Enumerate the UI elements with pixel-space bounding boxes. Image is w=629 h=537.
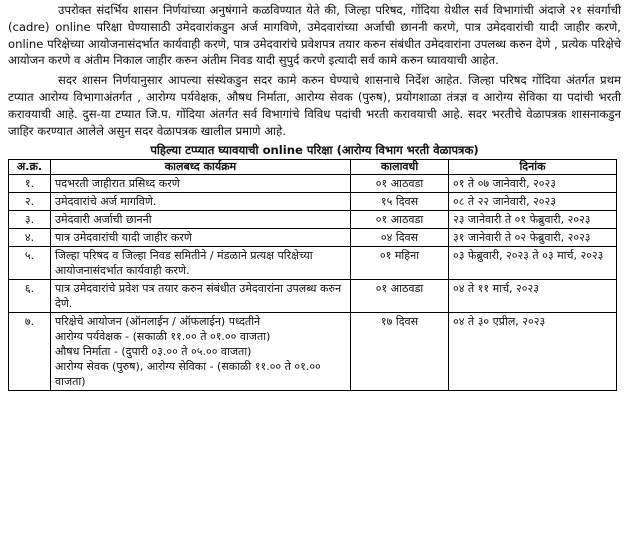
table-row	[9, 247, 617, 280]
row-duration: ०१ आठवडा	[351, 211, 449, 229]
row-date: ३१ जानेवारी ते ०२ फेब्रुवारी, २०२३	[449, 229, 617, 247]
row-duration: १७ दिवस	[351, 313, 449, 391]
row-date: ०३ फेब्रुवारी, २०२३ ते ०३ मार्च, २०२३	[449, 247, 617, 280]
row-sr: १.	[9, 175, 51, 193]
row-date: ०४ ते ३० एप्रील, २०२३	[449, 313, 617, 391]
row-duration: ०१ आठवडा	[351, 280, 449, 313]
row-program: पदभरती जाहीरात प्रसिध्द करणे	[51, 175, 351, 193]
schedule-table	[8, 159, 617, 391]
row-sr: ६.	[9, 280, 51, 313]
table-header-row	[9, 160, 617, 175]
table-row	[9, 193, 617, 211]
row-program: उमेदवारांचे अर्ज मागविणे.	[51, 193, 351, 211]
row-program: पात्र उमेदवारांचे प्रवेश पत्र तयार करुन संबंधीत उमेदवारांना उपलब्ध करुन देणे.	[51, 280, 351, 313]
paragraph-1: उपरोक्त संदर्भिय शासन निर्णयांच्या अनुषंगाने कळविण्यात येते की, जिल्हा परिषद, गोंदिया येथील सर्व विभागांची अंदाजे २१ संवर्गाची (cadre) online परिक्षा घेण्यासाठी उमेदवारांकडुन अर्ज मागविणे, उमेदवारांच्या अर्जाची छाननी करणे, पात्र उमेदवारांची यादी जाहीर करणे, online परिक्षेच्या आयोजनासंदर्भात कार्यवाही करणे, पात्र उमेदवारांचे प्रवेशपत्र तयार करुन संबंधीत उमेदवारांना उपलब्ध करुन देणे , प्रत्येक परिक्षेचे आयोजन करणे व अंतीम निकाल जाहीर करुन अंतीम निवड यादी सुपुर्द करणे इत्यादी सर्व कामे करुन घ्यावयाची आहेत.	[8, 3, 621, 68]
header-program: कालबध्द कार्यक्रम	[51, 160, 351, 175]
row-duration: ०१ महिना	[351, 247, 449, 280]
row-sr: ४.	[9, 229, 51, 247]
schedule-table-title: पहिल्या टप्प्यात घ्यावयाची online परिक्षा (आरोग्य विभाग भरती वेळापत्रक)	[150, 143, 479, 158]
row-sr: ५.	[9, 247, 51, 280]
row-program: जिल्हा परिषद व जिल्हा निवड समितीने / मंडळाने प्रत्यक्ष परिक्षेच्या आयोजनासंदर्भात कार्यवाही करणे.	[51, 247, 351, 280]
header-duration: कालावधी	[351, 160, 449, 175]
row-sr: ७.	[9, 313, 51, 391]
row-duration: ०१ आठवडा	[351, 175, 449, 193]
row-sr: ३.	[9, 211, 51, 229]
row-duration: १५ दिवस	[351, 193, 449, 211]
header-sr: अ.क्र.	[9, 160, 51, 175]
table-row	[9, 229, 617, 247]
row-sr: २.	[9, 193, 51, 211]
table-row	[9, 211, 617, 229]
row-date: ०८ ते २२ जानेवारी, २०२३	[449, 193, 617, 211]
row-date: ०४ ते ११ मार्च, २०२३	[449, 280, 617, 313]
row-program: उमेदवारी अर्जाची छाननी	[51, 211, 351, 229]
header-date: दिनांक	[449, 160, 617, 175]
row-program: परिक्षेचे आयोजन (ऑनलाईन / ऑफलाईन) पध्दतीने आरोग्य पर्यवेक्षक - (सकाळी ११.०० ते ०१.०० वाजता) औषध निर्माता - (दुपारी ०३.०० ते ०५.०० वाजता) आरोग्य सेवक (पुरुष), आरोग्य सेविका - (सकाळी ११.०० ते ०१.०० वाजता)	[51, 313, 351, 391]
row-duration: ०४ दिवस	[351, 229, 449, 247]
row-program: पात्र उमेदवारांची यादी जाहीर करणे	[51, 229, 351, 247]
table-row	[9, 175, 617, 193]
table-row	[9, 313, 617, 391]
table-row	[9, 280, 617, 313]
row-date: ०१ ते ०७ जानेवारी, २०२३	[449, 175, 617, 193]
paragraph-2: सदर शासन निर्णयानुसार आपल्या संस्थेकडुन सदर कामे करुन घेण्याचे शासनाचे निर्देश आहेत. जिल्हा परिषद गोंदिया अंतर्गत प्रथम टप्यात आरोग्य विभागाअंतर्गत , आरोग्य पर्यवेक्षक, औषध निर्माता, आरोग्य सेवक (पुरुष), प्रयोगशाळा तंत्रज्ञ व आरोग्य सेविका या पदांची भरती करावयाची आहे. दुस-या टप्यात जि.प. गोंदिया अंतर्गत सर्व विभागांचे विविध पदांची भरती करावयाची आहे. सदर भरतीचे वेळापत्रक शासनाकडुन जाहिर करण्यात आलेले असुन सदर वेळापत्रक खालील प्रमाणे आहे.	[8, 73, 621, 138]
row-date: २३ जानेवारी ते ०१ फेब्रुवारी, २०२३	[449, 211, 617, 229]
